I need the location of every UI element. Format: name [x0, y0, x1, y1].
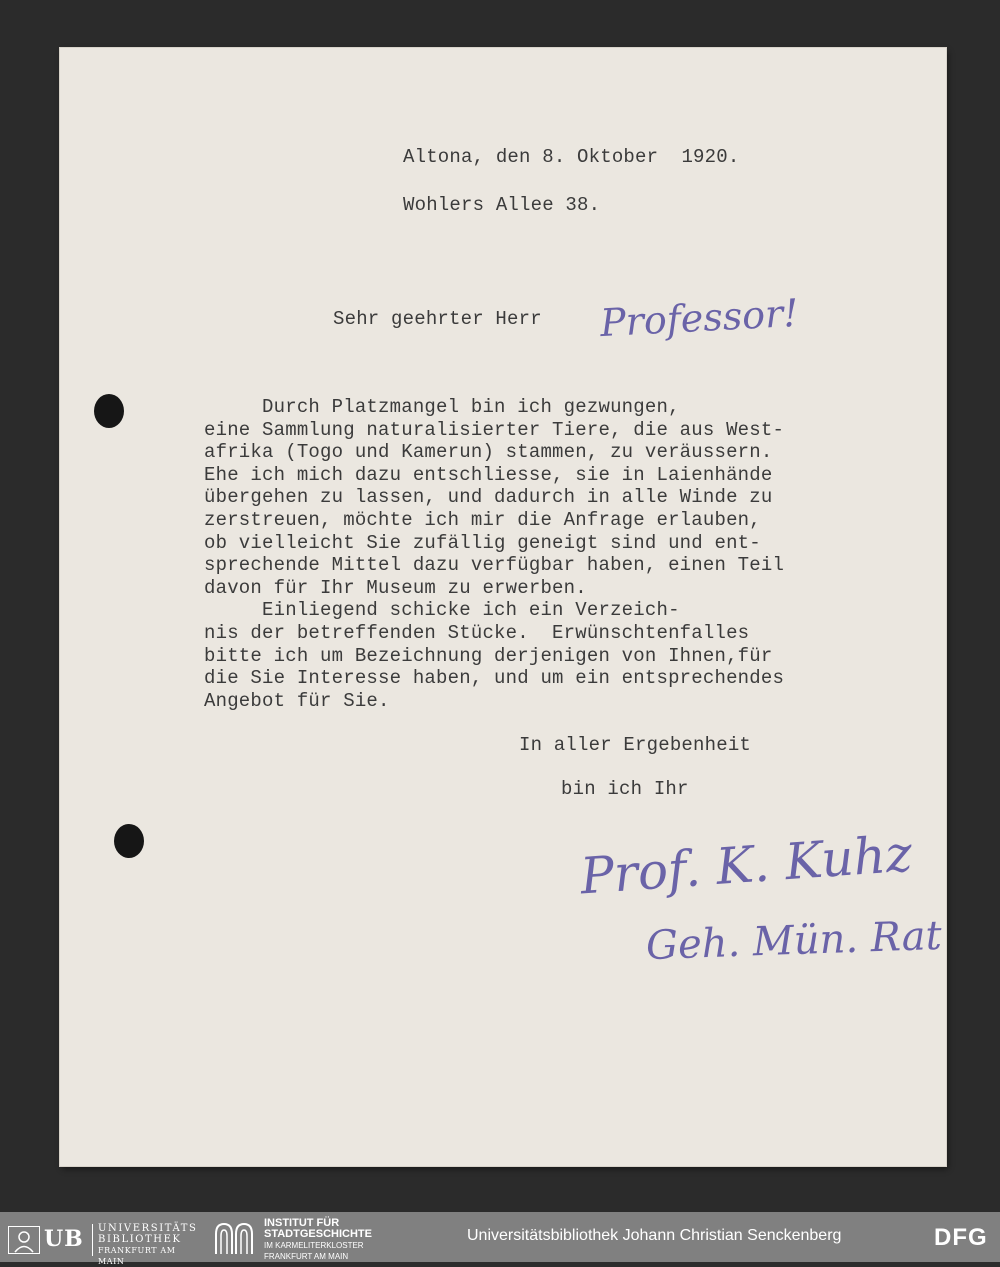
- signature-line-2: Geh. Mün. Rat: [645, 912, 943, 970]
- footer-bar: [0, 1212, 1000, 1266]
- body-line: Angebot für Sie.: [204, 689, 390, 712]
- body-line: Einliegend schicke ich ein Verzeich-: [204, 599, 680, 622]
- punch-hole-top: [94, 394, 124, 428]
- body-line: zerstreuen, möchte ich mir die Anfrage erlauben,: [204, 508, 761, 531]
- body-line: ob vielleicht Sie zufällig geneigt sind und ent-: [204, 531, 761, 554]
- ub-line-2: BIBLIOTHEK: [98, 1234, 182, 1245]
- body-line: Ehe ich mich dazu entschliesse, sie in Laienhände: [204, 463, 773, 486]
- body-line: bitte ich um Bezeichnung derjenigen von Ihnen,für: [204, 644, 773, 667]
- body-line: afrika (Togo und Kamerun) stammen, zu veräussern.: [204, 441, 773, 464]
- body-line: Durch Platzmangel bin ich gezwungen,: [204, 396, 680, 418]
- ub-initials: UB: [44, 1226, 84, 1252]
- body-line: nis der betreffenden Stücke. Erwünschtenfalles: [204, 621, 750, 644]
- arches-icon: [214, 1220, 254, 1254]
- isg-line-2: STADTGESCHICHTE: [264, 1228, 372, 1240]
- letter-body: [204, 396, 784, 712]
- isg-line-4: FRANKFURT AM MAIN: [264, 1252, 349, 1261]
- ub-line-1: UNIVERSITÄTS: [98, 1223, 198, 1234]
- institution-name[interactable]: Universitätsbibliothek Johann Christian Senckenberg: [467, 1227, 842, 1244]
- punch-hole-bottom: [114, 824, 144, 858]
- ub-logo[interactable]: [8, 1218, 200, 1266]
- ub-divider: [92, 1224, 93, 1256]
- dfg-logo[interactable]: DFG: [934, 1224, 988, 1251]
- closing-line-2: bin ich Ihr: [561, 778, 689, 800]
- body-line: sprechende Mittel dazu verfügbar haben, einen Teil: [204, 554, 785, 577]
- address-line: Wohlers Allee 38.: [403, 194, 601, 216]
- salutation-handwritten: Professor!: [598, 290, 800, 346]
- isg-logo[interactable]: [214, 1216, 414, 1261]
- closing-line-1: In aller Ergebenheit: [519, 734, 752, 756]
- body-line: übergehen zu lassen, und dadurch in alle Winde zu: [204, 486, 773, 509]
- signature-line-1: Prof. K. Kuhz: [578, 824, 914, 906]
- goethe-portrait-icon: [8, 1226, 40, 1254]
- body-line: davon für Ihr Museum zu erwerben.: [204, 576, 587, 599]
- ub-line-3: FRANKFURT AM MAIN: [98, 1246, 176, 1266]
- isg-line-3: IM KARMELITERKLOSTER: [264, 1241, 364, 1250]
- body-line: eine Sammlung naturalisierter Tiere, die aus West-: [204, 418, 785, 441]
- isg-line-1: INSTITUT FÜR: [264, 1217, 340, 1229]
- salutation: Sehr geehrter Herr: [333, 308, 542, 330]
- body-line: die Sie Interesse haben, und um ein entsprechendes: [204, 667, 785, 690]
- date-line: Altona, den 8. Oktober 1920.: [403, 146, 740, 168]
